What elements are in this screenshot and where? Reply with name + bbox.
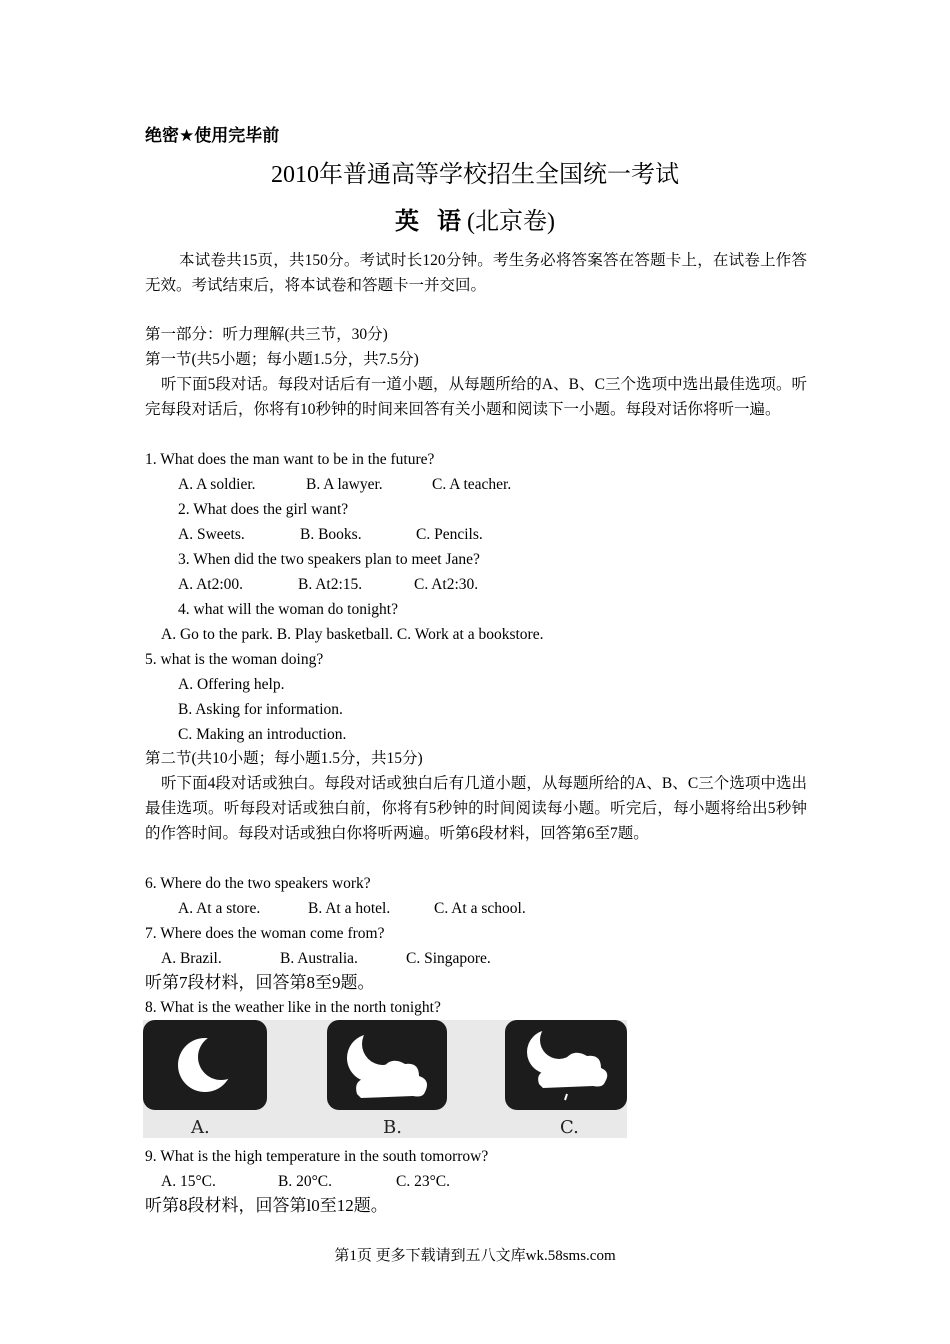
subject-suffix: (北京卷): [467, 209, 555, 235]
subject-name: 英 语: [395, 209, 467, 235]
weather-pictures: [143, 1020, 627, 1138]
confidential-label: 绝密★使用完毕前: [145, 126, 280, 146]
question-6: 6. Where do the two speakers work?: [145, 875, 371, 892]
picture-a: [143, 1020, 267, 1110]
section2-heading: 第二节(共10小题；每小题1.5分，共15分): [145, 750, 423, 767]
q2-option-c: C. Pencils.: [416, 526, 483, 543]
section1-heading: 第一节(共5小题；每小题1.5分，共7.5分): [145, 351, 419, 368]
q5-option-c: C. Making an introduction.: [178, 726, 347, 743]
crescent-moon-icon: [143, 1020, 267, 1110]
q1-option-b: B. A lawyer.: [306, 476, 383, 493]
q6-option-b: B. At a hotel.: [308, 900, 391, 917]
q9-option-c: C. 23°C.: [396, 1173, 451, 1190]
q9-option-b: B. 20°C.: [278, 1173, 333, 1190]
picture-label-b: B.: [383, 1117, 402, 1138]
q1-option-c: C. A teacher.: [432, 476, 512, 493]
exam-title: 2010年普通高等学校招生全国统一考试: [271, 162, 679, 188]
question-8: 8. What is the weather like in the north tonight?: [145, 999, 441, 1016]
q5-option-b: B. Asking for information.: [178, 701, 343, 718]
q3-option-a: A. At2:00.: [178, 576, 244, 593]
q2-option-b: B. Books.: [300, 526, 362, 543]
question-5: 5. what is the woman doing?: [145, 651, 324, 668]
q6-option-c: C. At a school.: [434, 900, 526, 917]
section1-instructions: 听下面5段对话。每段对话后有一道小题，从每题所给的A、B、C三个选项中选出最佳选项。听完每段对话后，你将有10秒钟的时间来回答有关小题和阅读下一小题。每段对话你将听一遍。: [145, 376, 807, 418]
q9-option-a: A. 15°C.: [161, 1173, 216, 1190]
q3-option-b: B. At2:15.: [298, 576, 363, 593]
moon-cloud-rain-icon: [505, 1020, 627, 1110]
question-3: 3. When did the two speakers plan to meet Jane?: [178, 551, 480, 568]
q4-options: A. Go to the park. B. Play basketball. C. Work at a bookstore.: [161, 626, 544, 643]
picture-b: [327, 1020, 447, 1110]
q7-option-a: A. Brazil.: [161, 950, 222, 967]
question-2: 2. What does the girl want?: [178, 501, 349, 518]
q7-option-c: C. Singapore.: [406, 950, 491, 967]
section2-instructions: 听下面4段对话或独白。每段对话或独白后有几道小题，从每题所给的A、B、C三个选项中选出最佳选项。听每段对话或独白前，你将有5秒钟的时间阅读每小题。听完后，每小题将给出5秒钟的作答时间。每段对话或独白你将听两遍。听第6段材料，回答第6至7题。: [145, 775, 807, 842]
q7-option-b: B. Australia.: [280, 950, 358, 967]
picture-c: [505, 1020, 627, 1110]
q1-option-a: A. A soldier.: [178, 476, 256, 493]
exam-subject: [0, 207, 950, 237]
page-footer: 第1页 更多下载请到五八文库wk.58sms.com: [334, 1248, 616, 1264]
question-1: 1. What does the man want to be in the future?: [145, 451, 435, 468]
part1-heading: 第一部分：听力理解(共三节，30分): [145, 326, 388, 343]
question-7: 7. Where does the woman come from?: [145, 925, 385, 942]
q6-option-a: A. At a store.: [178, 900, 261, 917]
q2-option-a: A. Sweets.: [178, 526, 245, 543]
question-4: 4. what will the woman do tonight?: [178, 601, 398, 618]
q3-option-c: C. At2:30.: [414, 576, 479, 593]
picture-label-a: A.: [191, 1117, 210, 1138]
material-7-note: 听第7段材料，回答第8至9题。: [145, 973, 375, 992]
q5-option-a: A. Offering help.: [178, 676, 285, 693]
picture-label-c: C.: [560, 1117, 579, 1138]
intro-paragraph: 本试卷共15页，共150分。考试时长120分钟。考生务必将答案答在答题卡上，在试卷上作答无效。考试结束后，将本试卷和答题卡一并交回。: [145, 252, 807, 294]
material-8-note: 听第8段材料，回答第l0至12题。: [145, 1196, 388, 1215]
moon-behind-cloud-icon: [327, 1020, 447, 1110]
question-9: 9. What is the high temperature in the south tomorrow?: [145, 1148, 489, 1165]
